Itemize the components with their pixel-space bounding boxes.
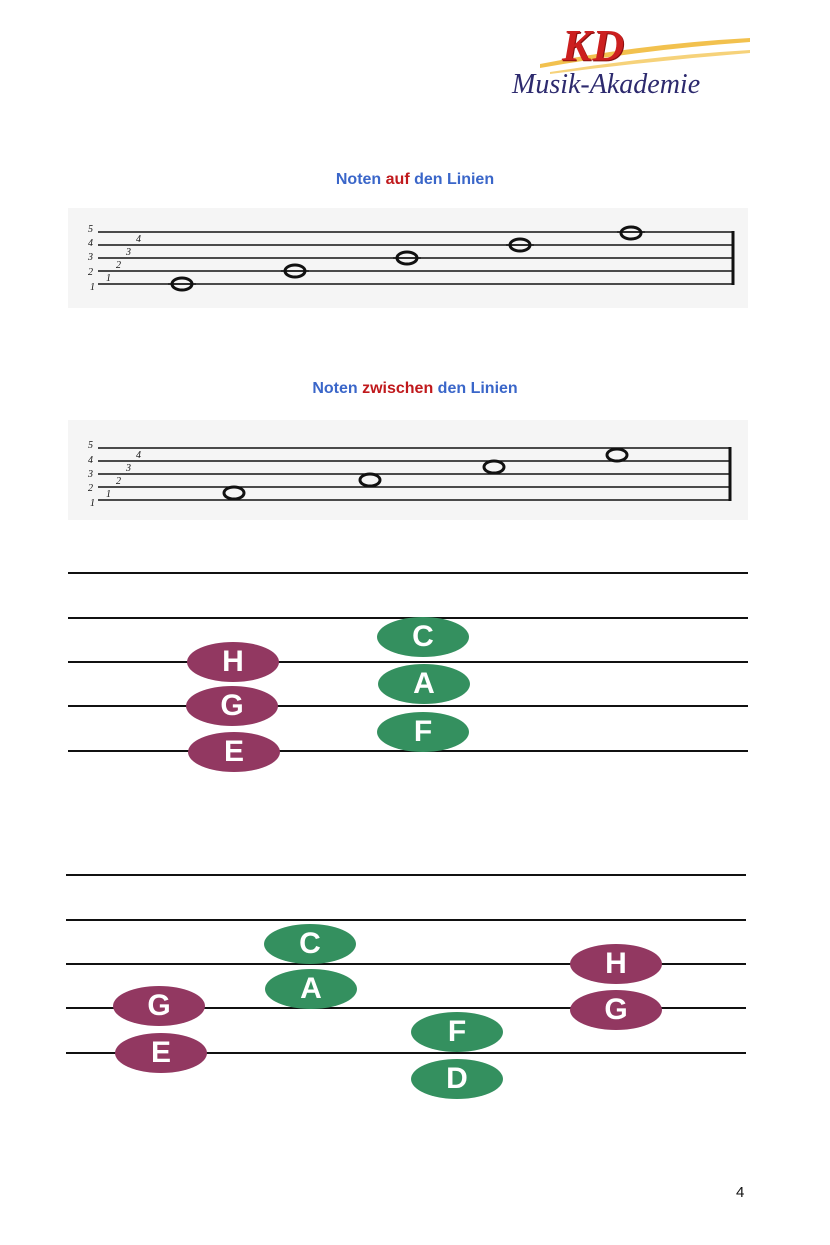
staff-example-between-lines (68, 420, 748, 520)
note-name-g: G (570, 990, 662, 1030)
heading-2-highlight: zwischen (362, 380, 434, 397)
note-name-h: H (187, 642, 279, 682)
staff1-space-number: 4 (136, 234, 141, 245)
staff2-line-number: 4 (88, 455, 93, 466)
staff1-space-number: 3 (126, 247, 131, 258)
staff-1-svg (68, 208, 748, 308)
staff-2-svg (68, 420, 748, 520)
heading-notes-between-lines (0, 380, 830, 398)
note-name-a: A (378, 664, 470, 704)
staff2-space-number: 4 (136, 450, 141, 461)
staff2-line-number: 5 (88, 440, 93, 451)
heading-2-pre: Noten (312, 380, 363, 397)
whole-note (607, 449, 627, 461)
whole-note (484, 461, 504, 473)
heading-1-post: den Linien (409, 171, 495, 188)
note-name-h: H (570, 944, 662, 984)
staff-example-on-lines (68, 208, 748, 308)
heading-1-pre: Noten (335, 171, 386, 188)
note-name-e: E (188, 732, 280, 772)
kd-logo (510, 22, 750, 102)
note-names-staff-1 (0, 560, 830, 790)
staff2-space-number: 1 (106, 489, 111, 500)
staff1-line-number: 1 (90, 282, 95, 293)
staff1-line-number: 5 (88, 224, 93, 235)
staff2-line-number: 1 (90, 498, 95, 509)
whole-note (224, 487, 244, 499)
staff1-line-number: 4 (88, 238, 93, 249)
note-name-d: D (411, 1059, 503, 1099)
note-name-e: E (115, 1033, 207, 1073)
note-name-g: G (186, 686, 278, 726)
note-name-c: C (264, 924, 356, 964)
heading-2-post: den Linien (433, 380, 518, 397)
note-name-f: F (377, 712, 469, 752)
note-name-g: G (113, 986, 205, 1026)
staff1-space-number: 2 (116, 260, 121, 271)
staff1-line-number: 2 (88, 267, 93, 278)
staff2-space-number: 2 (116, 476, 121, 487)
whole-note (621, 227, 641, 239)
logo-subtitle: Musik-Akademie (512, 69, 701, 100)
whole-note (360, 474, 380, 486)
heading-1-highlight: auf (385, 171, 410, 188)
note-names-staff-2 (0, 864, 830, 1114)
staff2-line-number: 2 (88, 483, 93, 494)
note-name-c: C (377, 617, 469, 657)
staff1-line-number: 3 (88, 252, 93, 263)
staff2-space-number: 3 (126, 463, 131, 474)
staff1-space-number: 1 (106, 273, 111, 284)
heading-notes-on-lines (0, 171, 830, 189)
note-name-a: A (265, 969, 357, 1009)
staff2-line-number: 3 (88, 469, 93, 480)
page-number: 4 (736, 1184, 745, 1201)
logo-kd: KD (562, 21, 626, 70)
note-name-f: F (411, 1012, 503, 1052)
